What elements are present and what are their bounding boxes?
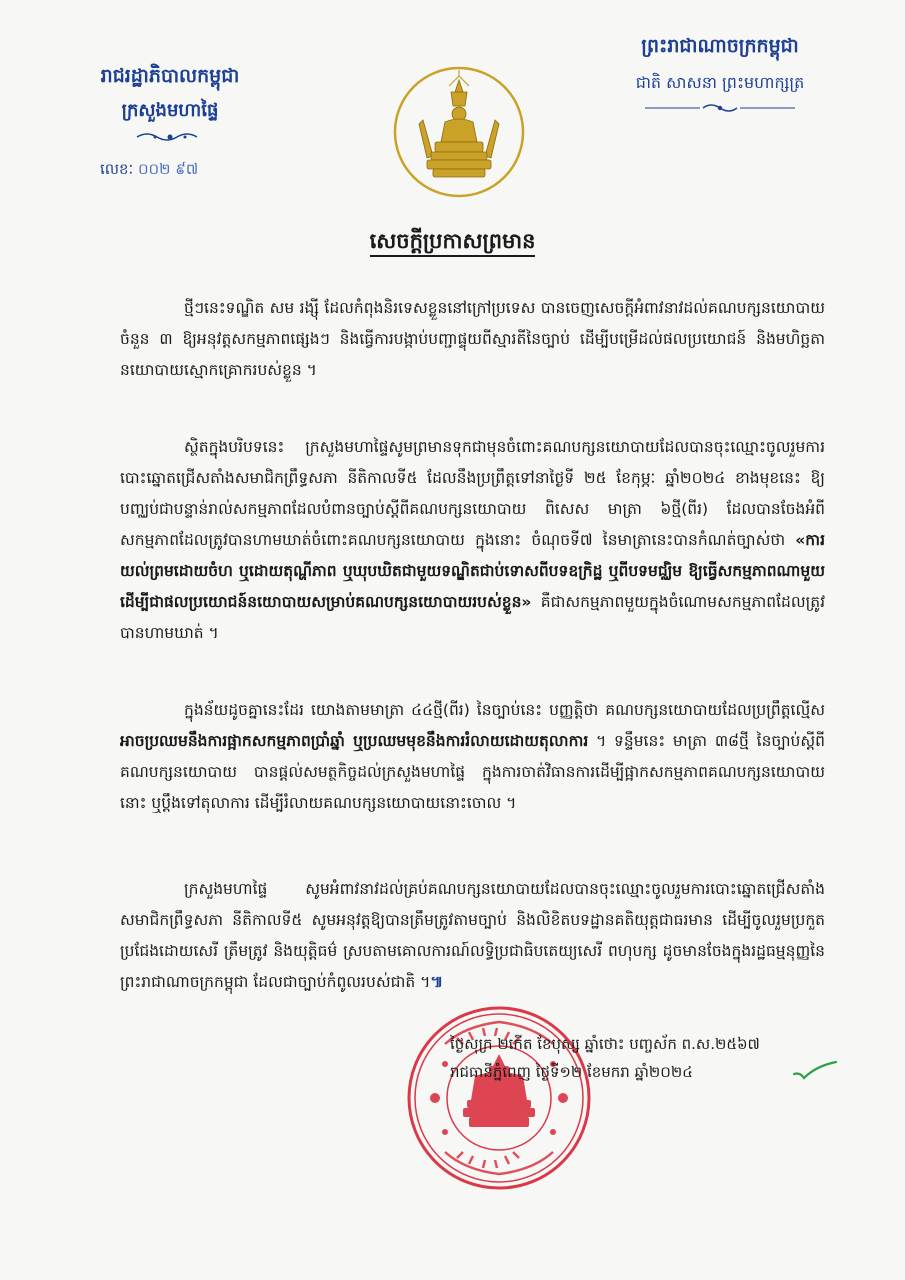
paragraph-1: ថ្មីៗនេះទណ្ឌិត សម រង្ស៊ី ដែលកំពុងនិរទេសខ្លួននៅក្រៅប្រទេស បានចេញសេចក្តីអំពាវនាវដល់គណបក្សនយោបាយចំនួន ៣ ឱ្យអនុវត្តសកម្មភាពផ្សេងៗ និងធ្វើការបង្កាប់បញ្ជាផ្ទុយពីស្មារតីនៃច្បាប់ ដើម្បីបម្រើដល់ផលប្រយោជន៍ និងមហិច្ឆតានយោបាយស្មោកគ្រោករបស់ខ្លួន ។ xyxy=(120,299,825,379)
official-stamp-icon xyxy=(405,1004,593,1192)
paragraph-2-quote: «ការយល់ព្រមដោយចំហ ឬដោយតុណ្ហីភាព ឬឃុបឃិតជាមួយទណ្ឌិតជាប់ទោសពីបទឧក្រិដ្ឋ ឬពីបទមជ្ឈិម ឱ្យធ្វើសកម្មភាពណាមួយ ដើម្បីជាផលប្រយោជន៍នយោបាយសម្រាប់គណបក្សនយោបាយរបស់ខ្លួន» xyxy=(120,531,825,611)
kingdom-header xyxy=(600,34,840,114)
national-motto: ជាតិ សាសនា ព្រះមហាក្សត្រ xyxy=(635,73,805,92)
title-text: សេចក្តីប្រកាសព្រមាន xyxy=(370,229,536,257)
paragraph-4 xyxy=(120,874,825,998)
solar-date: រាជធានីភ្នំពេញ ថ្ងៃទី១២ ខែមករា ឆ្នាំ២០២៤ xyxy=(450,1063,693,1081)
paragraph-2 xyxy=(120,432,825,649)
paragraph-2-end: គឺជាសកម្មភាពមួយក្នុងចំណោមសកម្មភាពដែលត្រូវបានហាមឃាត់ ។ xyxy=(120,593,825,642)
paragraph-3-end: ។ ទន្ទឹមនេះ មាត្រា ៣៨ថ្មី នៃច្បាប់ស្តីពីគណបក្សនយោបាយ បានផ្តល់សមត្ថកិច្ចដល់ក្រសួងមហាផ្ទៃ ក្នុងការចាត់វិធានការដើម្បីផ្អាកសកម្មភាពគណបក្សនយោបាយនោះ ឬប្តឹងទៅតុលាការ ដើម្បីរំលាយគណបក្សនយោបាយនោះចោល ។ xyxy=(120,732,825,812)
ministry-name: ក្រសួងមហាផ្ទៃ xyxy=(121,100,219,121)
paragraph-3 xyxy=(120,695,825,819)
document-title xyxy=(0,228,905,259)
ministry-header xyxy=(70,64,270,143)
reference-number xyxy=(100,160,198,182)
check-mark-icon xyxy=(792,1060,838,1082)
paragraph-2-text: ស្ថិតក្នុងបរិបទនេះ ក្រសួងមហាផ្ទៃសូមព្រមានទុកជាមុនចំពោះគណបក្សនយោបាយដែលបានចុះឈ្មោះចូលរួមការបោះឆ្នោតជ្រើសតាំងសមាជិកព្រឹទ្ធសភា នីតិកាលទី៥ ដែលនឹងប្រព្រឹត្តទៅនាថ្ងៃទី ២៥ ខែកុម្ភៈ ឆ្នាំ២០២៤ ខាងមុខនេះ ឱ្យបញ្ឈប់ជាបន្ទាន់រាល់សកម្មភាពដែលបំពានច្បាប់ស្តីពីគណបក្សនយោបាយ ពិសេស មាត្រា ៦ថ្មី(ពីរ) ដែលបានចែងអំពីសកម្មភាពដែលត្រូវបានហាមឃាត់ចំពោះគណបក្សនយោបាយ ក្នុងនោះ ចំណុចទី៧ នៃមាត្រានេះបានកំណត់ច្បាស់ថា xyxy=(120,438,825,549)
government-name: រាជរដ្ឋាភិបាលកម្ពុជា xyxy=(100,65,240,87)
lunar-date: ថ្ងៃសុក្រ ២កើត ខែបុស្ស ឆ្នាំថោះ បញ្ចស័ក ព.ស.២៥៦៧ xyxy=(450,1035,760,1053)
ornament-icon xyxy=(135,131,205,143)
paragraph-4-text: ក្រសួងមហាផ្ទៃ សូមអំពាវនាវដល់គ្រប់គណបក្សនយោបាយដែលបានចុះឈ្មោះចូលរួមការបោះឆ្នោតជ្រើសតាំងសមាជិកព្រឹទ្ធសភា នីតិកាលទី៥ សូមអនុវត្តឱ្យបានត្រឹមត្រូវតាមច្បាប់ និងលិខិតបទដ្ឋានគតិយុត្តជាធរមាន ដើម្បីចូលរួមប្រកួតប្រជែងដោយសេរី ត្រឹមត្រូវ និងយុត្តិធម៌ ស្របតាមគោលការណ៍លទ្ធិប្រជាធិបតេយ្យសេរី ពហុបក្ស ដូចមានចែងក្នុងរដ្ឋធម្មនុញ្ញនៃព្រះរាជាណាចក្រកម្ពុជា ដែលជាច្បាប់កំពូលរបស់ជាតិ ។ xyxy=(120,880,825,991)
paragraph-3-penalty: អាចប្រឈមនឹងការផ្អាកសកម្មភាពប្រាំឆ្នាំ ឬប្រឈមមុខនឹងការរំលាយដោយតុលាការ xyxy=(120,732,589,750)
end-mark: ៕ xyxy=(430,973,444,991)
royal-emblem-icon xyxy=(393,66,525,198)
ornament-icon xyxy=(645,102,795,114)
reference-value: ០០២ ៩៧ xyxy=(137,160,199,178)
kingdom-name: ព្រះរាជាណាចក្រកម្ពុជា xyxy=(641,35,799,57)
reference-label: លេខៈ xyxy=(100,160,134,178)
paragraph-3-text: ក្នុងន័យដូចគ្នានេះដែរ យោងតាមមាត្រា ៤៤ថ្មី(ពីរ) នៃច្បាប់នេះ បញ្ញត្តិថា គណបក្សនយោបាយដែលប្រព្រឹត្តល្មើស xyxy=(184,701,825,719)
